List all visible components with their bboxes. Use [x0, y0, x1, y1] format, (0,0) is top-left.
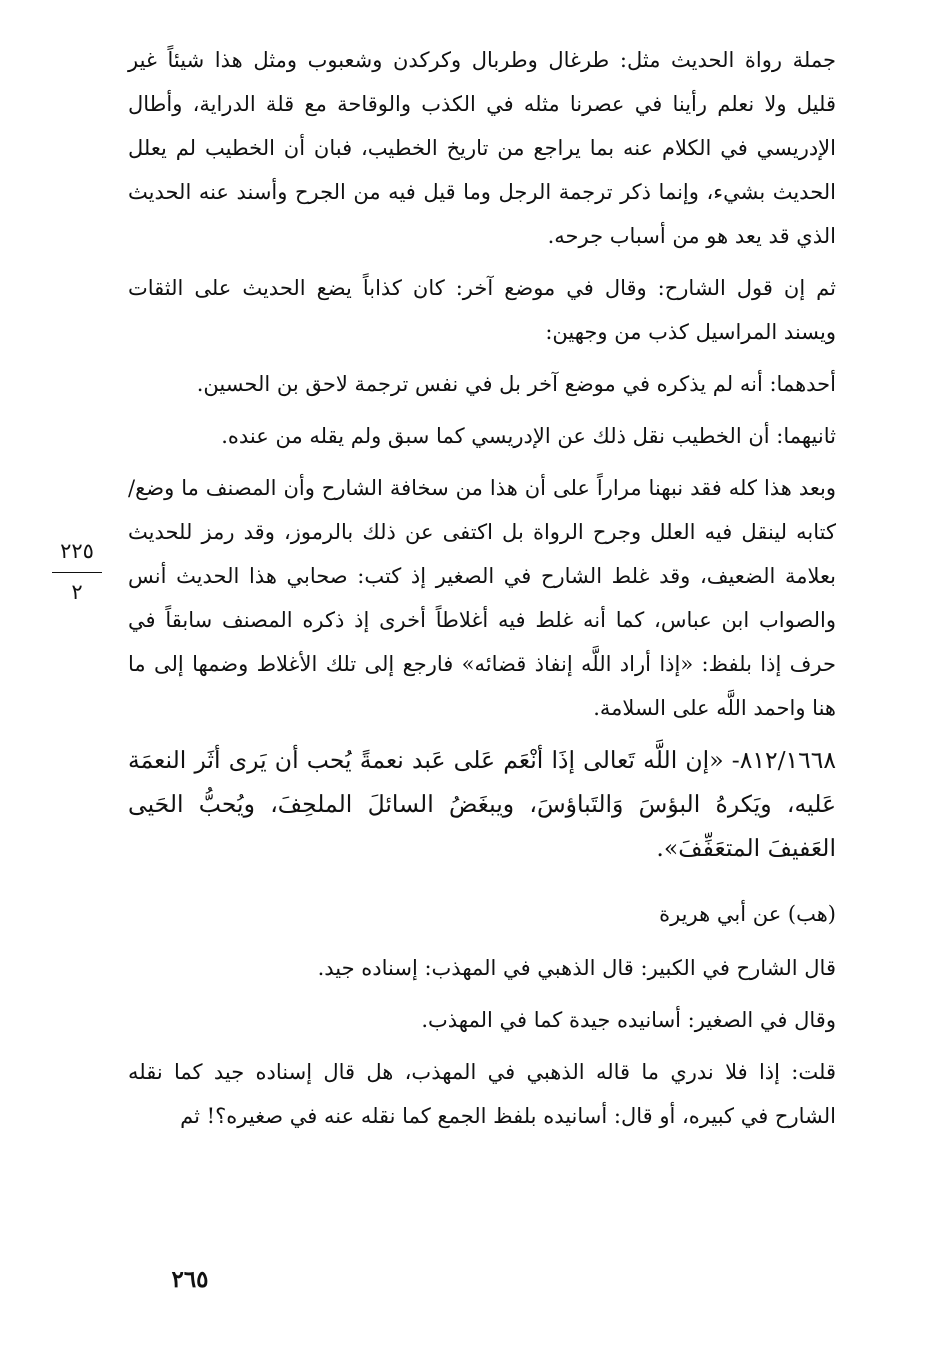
page-number: ٢٦٥: [171, 1266, 209, 1293]
margin-volume: ٢: [71, 580, 83, 604]
paragraph-sharih-statement: ثم إن قول الشارح: وقال في موضع آخر: كان كذاباً يضع الحديث على الثقات ويسند المراسيل كذب من وجهين:: [128, 276, 836, 344]
paragraph-intro: جملة رواة الحديث مثل: طرغال وطربال وكركدن وشعبوب ومثل هذا شيئاً غير قليل ولا نعلم رأينا في عصرنا مثله في الكذب والوقاحة مع قلة الدراية، وأطال الإدريسي في الكلام عنه بما يراجع من تاريخ الخطيب، فبان أن الخطيب لم يعلل الحديث بشيء، وإنما ذكر ترجمة الرجل وما قيل فيه من الجرح وأسند عنه الحديث الذي قد يعد هو من أسباب جرحه.: [128, 48, 836, 248]
paragraph-sharih-kabir: قال الشارح في الكبير: قال الذهبي في المهذب: إسناده جيد.: [317, 956, 836, 980]
hadith-text: ٨١٢/١٦٦٨- «إن اللَّه تَعالى إذَا أنْعَم عَلى عَبد نعمةً يُحب أن يَرى أثَر النعمَة عَليه، ويَكرهُ البؤسَ وَالتَباؤسَ، ويبغَضُ السائلَ الملحِفَ، ويُحبُّ الحَيى العَفيفَ المتعَفِّفَ».: [128, 746, 836, 862]
margin-divider: [52, 572, 102, 573]
paragraph-qultu: قلت: إذا فلا ندري ما قاله الذهبي في المهذب، هل قال إسناده جيد كما نقله الشارح في كبيره، أو قال: أسانيده بلفظ الجمع كما نقله عنه في صغيره؟! ثم: [128, 1060, 836, 1128]
margin-volume-page: ٢٢٥: [60, 539, 94, 563]
hadith-source: (هب) عن أبي هريرة: [659, 902, 836, 926]
paragraph-first-reason: أحدهما: أنه لم يذكره في موضع آخر بل في نفس ترجمة لاحق بن الحسين.: [196, 372, 836, 396]
paragraph-conclusion: وبعد هذا كله فقد نبهنا مراراً على أن هذا من سخافة الشارح وأن المصنف ما وضع/ كتابه لينقل فيه العلل وجرح الرواة بل اكتفى عن ذلك بالرموز، وقد رمز للحديث بعلامة الضعيف، وقد غلط الشارح في الصغير إذ كتب: صحابي هذا الحديث أنس والصواب ابن عباس، كما أنه غلط فيه أغلاطاً أخرى إذ ذكره المصنف سابقاً في حرف إذا بلفظ: «إذا أراد اللَّه إنفاذ قضائه» فارجع إلى تلك الأغلاط وضمها إلى ما هنا واحمد اللَّه على السلامة.: [128, 476, 836, 720]
paragraph-sharih-saghir: وقال في الصغير: أسانيده جيدة كما في المهذب.: [421, 1008, 836, 1032]
margin-note: [50, 538, 104, 605]
main-text: [128, 38, 836, 1146]
paragraph-second-reason: ثانيهما: أن الخطيب نقل ذلك عن الإدريسي كما سبق ولم يقله من عنده.: [221, 424, 836, 448]
